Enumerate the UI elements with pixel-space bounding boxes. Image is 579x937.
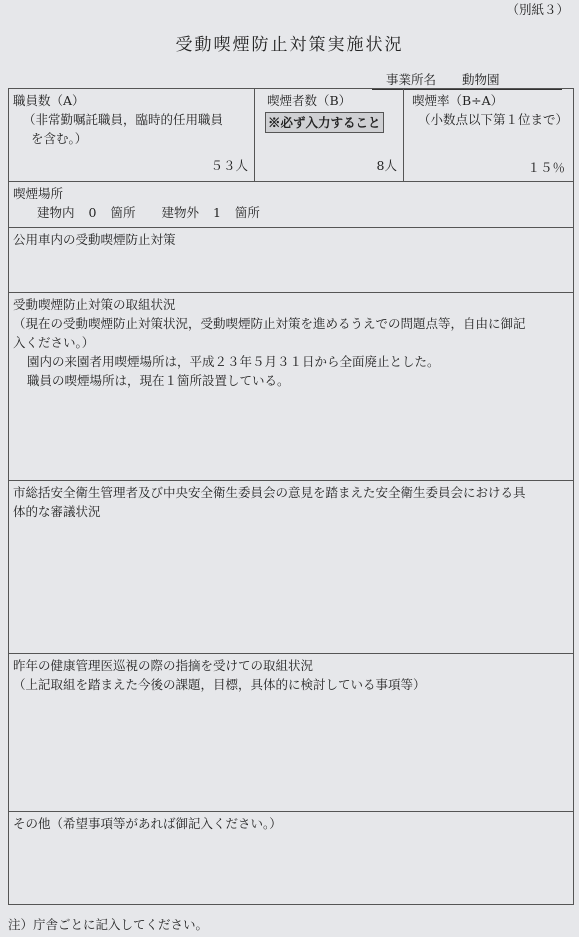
committee-deliberation-label-line2: 体的な審議状況 — [13, 504, 101, 519]
smoker-count-value: 8人 — [376, 158, 397, 173]
health-patrol-cell — [9, 654, 574, 812]
footer-note: 注）庁舎ごとに記入してください。 — [8, 917, 209, 932]
health-patrol-label: 昨年の健康管理医巡視の際の指摘を受けての取組状況 — [13, 658, 314, 673]
measures-content-line2: 職員の喫煙場所は，現在１箇所設置している。 — [27, 373, 290, 388]
smoker-count-label: 喫煙者数（B） — [267, 93, 352, 108]
smoking-rate-cell — [404, 89, 574, 182]
smoking-place-counts — [13, 203, 569, 222]
measures-status-cell — [9, 293, 574, 481]
staff-count-label: 職員数（A） — [13, 93, 85, 108]
staff-count-note-line1: （非常勤嘱託職員，臨時的任用職員 — [23, 112, 224, 127]
office-label: 事業所名 — [386, 72, 437, 87]
other-cell — [9, 812, 574, 905]
outdoor-label: 建物外 — [161, 205, 199, 220]
vehicle-measures-cell — [9, 228, 574, 293]
indoor-label: 建物内 — [37, 205, 75, 220]
committee-deliberation-label-line1: 市総括安全衛生管理者及び中央安全衛生委員会の意見を踏まえた安全衛生委員会における具 — [13, 485, 526, 500]
office-name-line — [372, 70, 562, 90]
measures-content-line1: 園内の来園者用喫煙場所は，平成２３年５月３１日から全面廃止とした。 — [27, 354, 440, 369]
outdoor-unit: 箇所 — [234, 205, 260, 220]
smoking-rate-note: （小数点以下第１位まで） — [418, 112, 569, 127]
measures-status-label: 受動喫煙防止対策の取組状況 — [13, 297, 176, 312]
vehicle-measures-label: 公用車内の受動喫煙防止対策 — [13, 232, 176, 247]
committee-deliberation-cell — [9, 481, 574, 654]
page-title: 受動喫煙防止対策実施状況 — [175, 35, 404, 55]
office-name: 動物園 — [462, 72, 500, 87]
indoor-count: 0 — [88, 205, 97, 220]
smoking-rate-value: １５％ — [527, 160, 565, 175]
indoor-unit: 箇所 — [110, 205, 136, 220]
staff-count-cell — [9, 89, 255, 182]
smoking-place-label: 喫煙場所 — [13, 186, 64, 201]
measures-status-note-line2: 入ください。） — [13, 335, 95, 350]
required-input-note: ※必ず入力すること — [265, 112, 384, 133]
smoking-place-cell — [9, 182, 574, 228]
health-patrol-note: （上記取組を踏まえた今後の課題，目標，具体的に検討している事項等） — [13, 677, 426, 692]
outdoor-count: 1 — [212, 205, 221, 220]
staff-count-note-line2: を含む。） — [31, 131, 88, 146]
smoking-survey-form — [8, 88, 574, 905]
measures-status-note-line1: （現在の受動喫煙防止対策状況，受動喫煙防止対策を進めるうえでの問題点等，自由に御記 — [13, 316, 526, 331]
smoking-rate-label: 喫煙率（B÷A） — [412, 93, 504, 108]
sheet-number-label: （別紙３） — [506, 2, 569, 17]
smoker-count-cell — [255, 89, 404, 182]
other-label: その他（希望事項等があれば御記入ください。） — [13, 816, 282, 831]
staff-count-value: ５３人 — [210, 158, 248, 173]
